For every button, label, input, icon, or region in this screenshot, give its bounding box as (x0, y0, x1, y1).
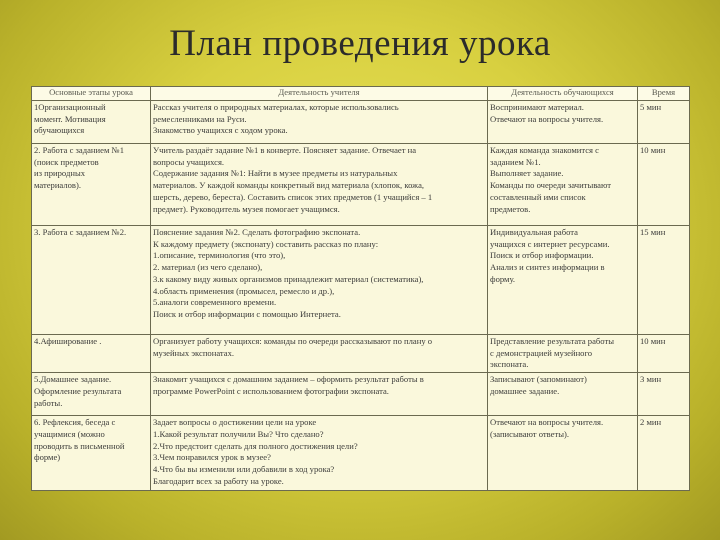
lesson-plan-table (31, 86, 690, 491)
cell-teacher-line: Рассказ учителя о природных материалах, которые использовались (153, 102, 399, 112)
cell-teacher-line: Организует работу учащихся: команды по очереди рассказывают по плану о (153, 336, 433, 346)
cell-teacher-line: программе PowerPoint с использованием фотографии экспоната. (153, 385, 389, 396)
table-row (32, 416, 690, 491)
cell-students (488, 416, 638, 491)
cell-teacher-line: 3.к какому виду живых организмов принадлежит материал (систематика), (153, 273, 424, 284)
cell-time (638, 101, 690, 144)
header-time: Время (638, 87, 690, 101)
cell-stage-line: материалов). (34, 180, 81, 191)
cell-teacher-line: Задает вопросы о достижении цели на уроке (153, 417, 317, 428)
cell-time-line: 10 мин (640, 336, 666, 346)
header-stage: Основные этапы урока (32, 87, 151, 101)
table-row (32, 335, 690, 373)
cell-teacher-line: 1.описание, терминология (что это), (153, 250, 286, 261)
table-row (32, 226, 690, 335)
cell-teacher-line: Пояснение задания №2. Сделать фотографию экспоната. (153, 227, 361, 237)
cell-stage-line: обучающихся (34, 125, 85, 136)
cell-stage-line: 1Организационный (34, 102, 106, 112)
cell-stage-line: 4.Афиширование . (34, 336, 102, 346)
cell-students (488, 144, 638, 226)
cell-teacher-line: музейных экспонатах. (153, 347, 235, 358)
cell-students-line: заданием №1. (490, 156, 541, 167)
cell-students-line: Анализ и синтез информации в (490, 262, 605, 273)
table-row (32, 373, 690, 416)
cell-stage-line: Оформление результата (34, 385, 122, 396)
cell-teacher-line: 2.Что предстоит сделать для полного достижения цели? (153, 440, 358, 451)
cell-teacher-line: Содержание задания №1: Найти в музее предметы из натуральных (153, 168, 398, 179)
cell-stage-line: 5.Домашнее задание. (34, 374, 112, 385)
table-body (32, 101, 690, 491)
cell-students-line: Отвечают на вопросы учителя. (490, 113, 604, 124)
cell-stage-line: 3. Работа с заданием №2. (34, 227, 127, 237)
cell-students (488, 101, 638, 144)
cell-students (488, 373, 638, 416)
cell-time-line: 5 мин (640, 102, 662, 112)
cell-teacher-line: предмет). Руководитель музея помогает учащимся. (153, 203, 340, 214)
cell-teacher-line: 3.Чем понравился урок в музее? (153, 452, 271, 463)
cell-time-line: 10 мин (640, 145, 666, 155)
cell-stage (32, 373, 151, 416)
cell-students-line: Записывают (запоминают) (490, 374, 587, 385)
cell-teacher (151, 144, 488, 226)
cell-students-line: Индивидуальная работа (490, 227, 578, 237)
cell-teacher-line: 4.область применения (промысел, ремесло и др.), (153, 285, 335, 296)
cell-teacher-line: материалов. У каждой команды конкретный вид материала (хлопок, кожа, (153, 180, 425, 191)
header-teacher: Деятельность учителя (151, 87, 488, 101)
cell-teacher-line: Знакомство учащихся с ходом урока. (153, 125, 288, 136)
cell-students-line: домашнее задание. (490, 385, 560, 396)
table-row (32, 101, 690, 144)
page-title: План проведения урока (169, 23, 551, 64)
cell-stage-line: 6. Рефлексия, беседа с (34, 417, 116, 428)
cell-teacher (151, 335, 488, 373)
cell-teacher-line: шерсть, дерево, береста). Составить список этих предметов (1 учащийся – 1 (153, 191, 433, 202)
cell-stage-line: форме) (34, 452, 61, 463)
cell-time (638, 335, 690, 373)
cell-stage-line: проводить в письменной (34, 440, 125, 451)
cell-students-line: Отвечают на вопросы учителя. (490, 417, 604, 428)
cell-teacher (151, 226, 488, 335)
cell-stage (32, 416, 151, 491)
cell-teacher-line: 2. материал (из чего сделано), (153, 262, 263, 273)
cell-teacher-line: Благодарит всех за работу на уроке. (153, 475, 284, 486)
cell-students-line: учащихся с интернет ресурсами. (490, 238, 610, 249)
cell-teacher (151, 101, 488, 144)
cell-time (638, 373, 690, 416)
table-row (32, 144, 690, 226)
cell-students-line: Воспринимают материал. (490, 102, 584, 112)
cell-students-line: Команды по очереди зачитывают (490, 180, 612, 191)
cell-time (638, 144, 690, 226)
table-header-row (32, 87, 690, 101)
cell-stage (32, 335, 151, 373)
cell-stage (32, 101, 151, 144)
cell-stage-line: из природных (34, 168, 86, 179)
cell-teacher-line: Знакомит учащихся с домашним заданием – оформить результат работы в (153, 374, 424, 385)
cell-students-line: Выполняет задание. (490, 168, 564, 179)
cell-stage-line: момент. Мотивация (34, 113, 106, 124)
cell-teacher-line: вопросы учащихся. (153, 156, 225, 167)
cell-students-line: (записывают ответы). (490, 428, 570, 439)
cell-students-line: с демонстрацией музейного (490, 347, 593, 358)
cell-students (488, 226, 638, 335)
cell-teacher-line: 5.аналоги современного времени. (153, 297, 277, 308)
cell-stage-line: учащимися (можно (34, 428, 105, 439)
cell-teacher-line: Поиск и отбор информации с помощью Интернета. (153, 308, 341, 319)
cell-students-line: Каждая команда знакомится с (490, 145, 599, 155)
cell-stage-line: (поиск предметов (34, 156, 99, 167)
cell-students (488, 335, 638, 373)
cell-students-line: предметов. (490, 203, 531, 214)
cell-teacher-line: ремесленниками на Руси. (153, 113, 247, 124)
cell-teacher (151, 373, 488, 416)
cell-time-line: 15 мин (640, 227, 666, 237)
cell-students-line: Поиск и отбор информации. (490, 250, 594, 261)
cell-stage (32, 226, 151, 335)
cell-teacher (151, 416, 488, 491)
cell-teacher-line: К каждому предмету (экспонату) составить рассказ по плану: (153, 238, 379, 249)
cell-stage-line: 2. Работа с заданием №1 (34, 145, 125, 155)
cell-students-line: составленный ими список (490, 191, 586, 202)
cell-teacher-line: 1.Какой результат получили Вы? Что сделано? (153, 428, 324, 439)
cell-stage (32, 144, 151, 226)
cell-time-line: 2 мин (640, 417, 662, 428)
cell-teacher-line: Учитель раздаёт задание №1 в конверте. Поясняет задание. Отвечает на (153, 145, 417, 155)
cell-stage-line: работы. (34, 397, 63, 408)
cell-students-line: экспоната. (490, 359, 529, 370)
cell-teacher-line: 4.Что бы вы изменили или добавили в ход урока? (153, 463, 335, 474)
cell-time (638, 226, 690, 335)
cell-students-line: форму. (490, 273, 516, 284)
cell-students-line: Представление результата работы (490, 336, 614, 346)
cell-time-line: 3 мин (640, 374, 662, 385)
header-students: Деятельность обучающихся (488, 87, 638, 101)
cell-time (638, 416, 690, 491)
